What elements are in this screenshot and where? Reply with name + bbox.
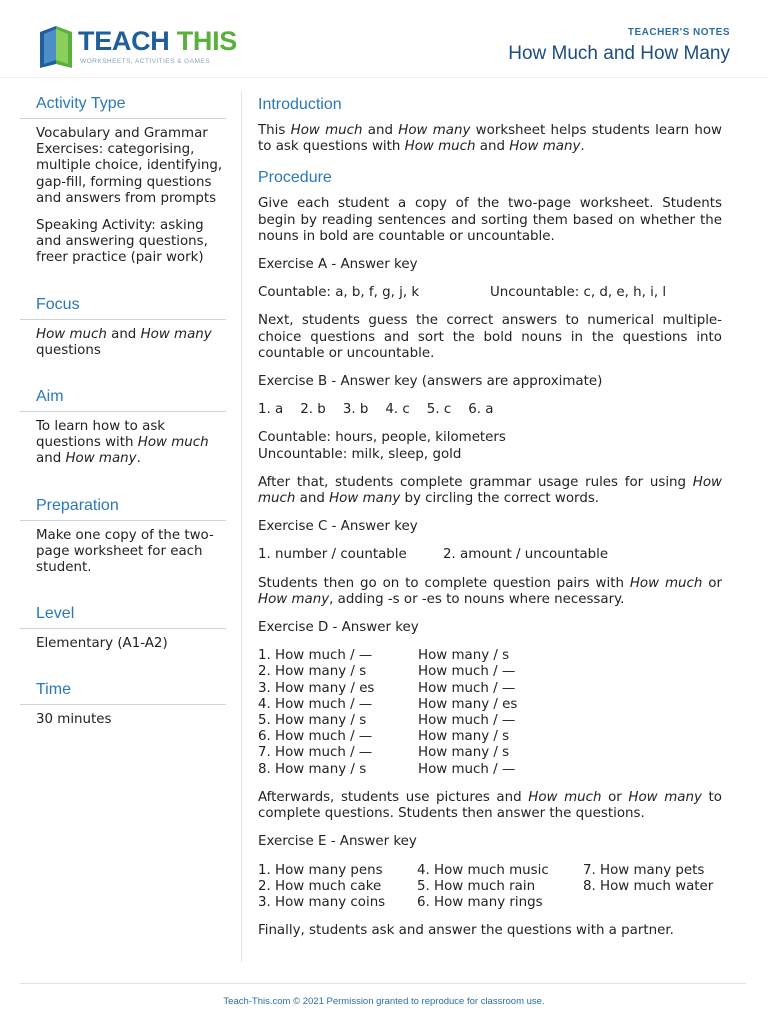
logo-wordmark	[78, 26, 237, 57]
list-item: 1. How many pens	[258, 862, 383, 878]
activity-type-heading: Activity Type	[20, 88, 226, 119]
sidebar	[20, 88, 226, 751]
aim-text: To learn how to ask questions with How much and How many.	[36, 419, 209, 467]
exercise-d-label: Exercise D - Answer key	[258, 620, 419, 636]
list-item: 8. How much water	[583, 878, 714, 894]
column-divider	[241, 92, 242, 962]
list-item: How much / —	[418, 664, 516, 680]
exercise-a-uncountable: Uncountable: c, d, e, h, i, l	[490, 285, 667, 301]
teachers-notes-label: TEACHER'S NOTES	[627, 27, 730, 38]
exercise-a-label: Exercise A - Answer key	[258, 257, 418, 273]
list-item: 5. How much rain	[417, 878, 536, 894]
exercise-c-answer-1: 1. number / countable	[258, 547, 407, 563]
exercise-c-answer-2: 2. amount / uncountable	[443, 547, 609, 563]
exercise-c-label: Exercise C - Answer key	[258, 519, 418, 535]
focus-text: How much and How many questions	[36, 326, 212, 358]
exercise-d-answers	[258, 648, 722, 778]
procedure-paragraph-3: After that, students complete grammar usage rules for using How much and How many by circling the correct words.	[258, 474, 722, 507]
preparation-section	[20, 490, 226, 577]
level-section	[20, 598, 226, 652]
list-item: 3. How many coins	[258, 894, 386, 910]
exercise-b-uncountable: Uncountable: milk, sleep, gold	[258, 446, 462, 462]
exercise-b-label: Exercise B - Answer key (answers are approximate)	[258, 374, 603, 390]
exercise-a-answers	[258, 285, 722, 301]
list-item: 8. How many / s	[258, 761, 367, 777]
list-item: How many / s	[418, 648, 510, 664]
page-header	[0, 0, 768, 78]
aim-heading: Aim	[20, 381, 226, 412]
activity-type-text-1: Vocabulary and Grammar Exercises: categorising, multiple choice, identifying, gap-fill, forming questions and answers from prompts	[36, 126, 223, 206]
procedure-paragraph-1: Give each student a copy of the two-page worksheet. Students begin by reading sentences and sorting them based on whether the nouns in bold are countable or uncountable.	[258, 196, 722, 244]
procedure-paragraph-2: Next, students guess the correct answers to numerical multiple-choice questions and sort the bold nouns in the questions into countable or uncountable.	[258, 313, 722, 361]
level-heading: Level	[20, 598, 226, 629]
focus-section	[20, 289, 226, 359]
list-item: 6. How many rings	[417, 894, 543, 910]
level-text: Elementary (A1-A2)	[36, 636, 168, 652]
list-item: 6. How much / —	[258, 729, 373, 745]
list-item: 3. How many / es	[258, 680, 375, 696]
footer-copyright[interactable]: Teach-This.com © 2021 Permission granted to reproduce for classroom use.	[223, 996, 545, 1007]
list-item: How much / —	[418, 713, 516, 729]
list-item: 7. How many pets	[583, 862, 705, 878]
focus-heading: Focus	[20, 289, 226, 320]
list-item: 2. How much cake	[258, 878, 382, 894]
aim-section	[20, 381, 226, 468]
time-heading: Time	[20, 674, 226, 705]
activity-type-section	[20, 88, 226, 267]
introduction-text: This How much and How many worksheet helps students learn how to ask questions with How much and How many.	[258, 123, 722, 155]
list-item: 4. How much / —	[258, 696, 373, 712]
preparation-heading: Preparation	[20, 490, 226, 521]
activity-type-text-2: Speaking Activity: asking and answering questions, freer practice (pair work)	[36, 218, 208, 266]
exercise-a-countable: Countable: a, b, f, g, j, k	[258, 285, 420, 301]
list-item: How many / s	[418, 745, 510, 761]
list-item: How many / s	[418, 729, 510, 745]
list-item: How much / —	[418, 680, 516, 696]
exercise-b-countable: Countable: hours, people, kilometers	[258, 430, 506, 446]
footer-divider	[20, 983, 746, 984]
procedure-paragraph-4: Students then go on to complete question pairs with How much or How many, adding -s or -es to nouns where necessary.	[258, 575, 722, 607]
exercise-e-label: Exercise E - Answer key	[258, 834, 417, 850]
final-paragraph: Finally, students ask and answer the questions with a partner.	[258, 923, 674, 939]
logo-teach: TEACH	[78, 26, 170, 56]
list-item: 5. How many / s	[258, 713, 367, 729]
time-text: 30 minutes	[36, 712, 112, 728]
exercise-e-answers	[258, 863, 722, 912]
list-item: 4. How much music	[417, 862, 549, 878]
list-item: How many / es	[418, 696, 518, 712]
list-item: 1. How much / —	[258, 648, 373, 664]
exercise-b-answers: 1. a 2. b 3. b 4. c 5. c 6. a	[258, 402, 494, 418]
logo-tagline: WORKSHEETS, ACTIVITIES & GAMES	[80, 58, 210, 65]
list-item: How much / —	[418, 761, 516, 777]
page-title: How Much and How Many	[508, 43, 730, 64]
book-logo-icon	[36, 24, 76, 68]
time-section	[20, 674, 226, 728]
exercise-c-answers	[258, 547, 722, 563]
main-content	[258, 88, 722, 951]
procedure-heading: Procedure	[258, 169, 332, 187]
list-item: 2. How many / s	[258, 664, 367, 680]
procedure-paragraph-5: Afterwards, students use pictures and How much or How many to complete questions. Students then answer the questions.	[258, 789, 722, 822]
introduction-heading: Introduction	[258, 96, 342, 113]
exercise-b-nouns	[258, 430, 722, 462]
logo-this: THIS	[169, 26, 238, 56]
preparation-text: Make one copy of the two-page worksheet for each student.	[36, 527, 214, 576]
teach-this-logo[interactable]	[36, 22, 236, 70]
list-item: 7. How much / —	[258, 745, 373, 761]
